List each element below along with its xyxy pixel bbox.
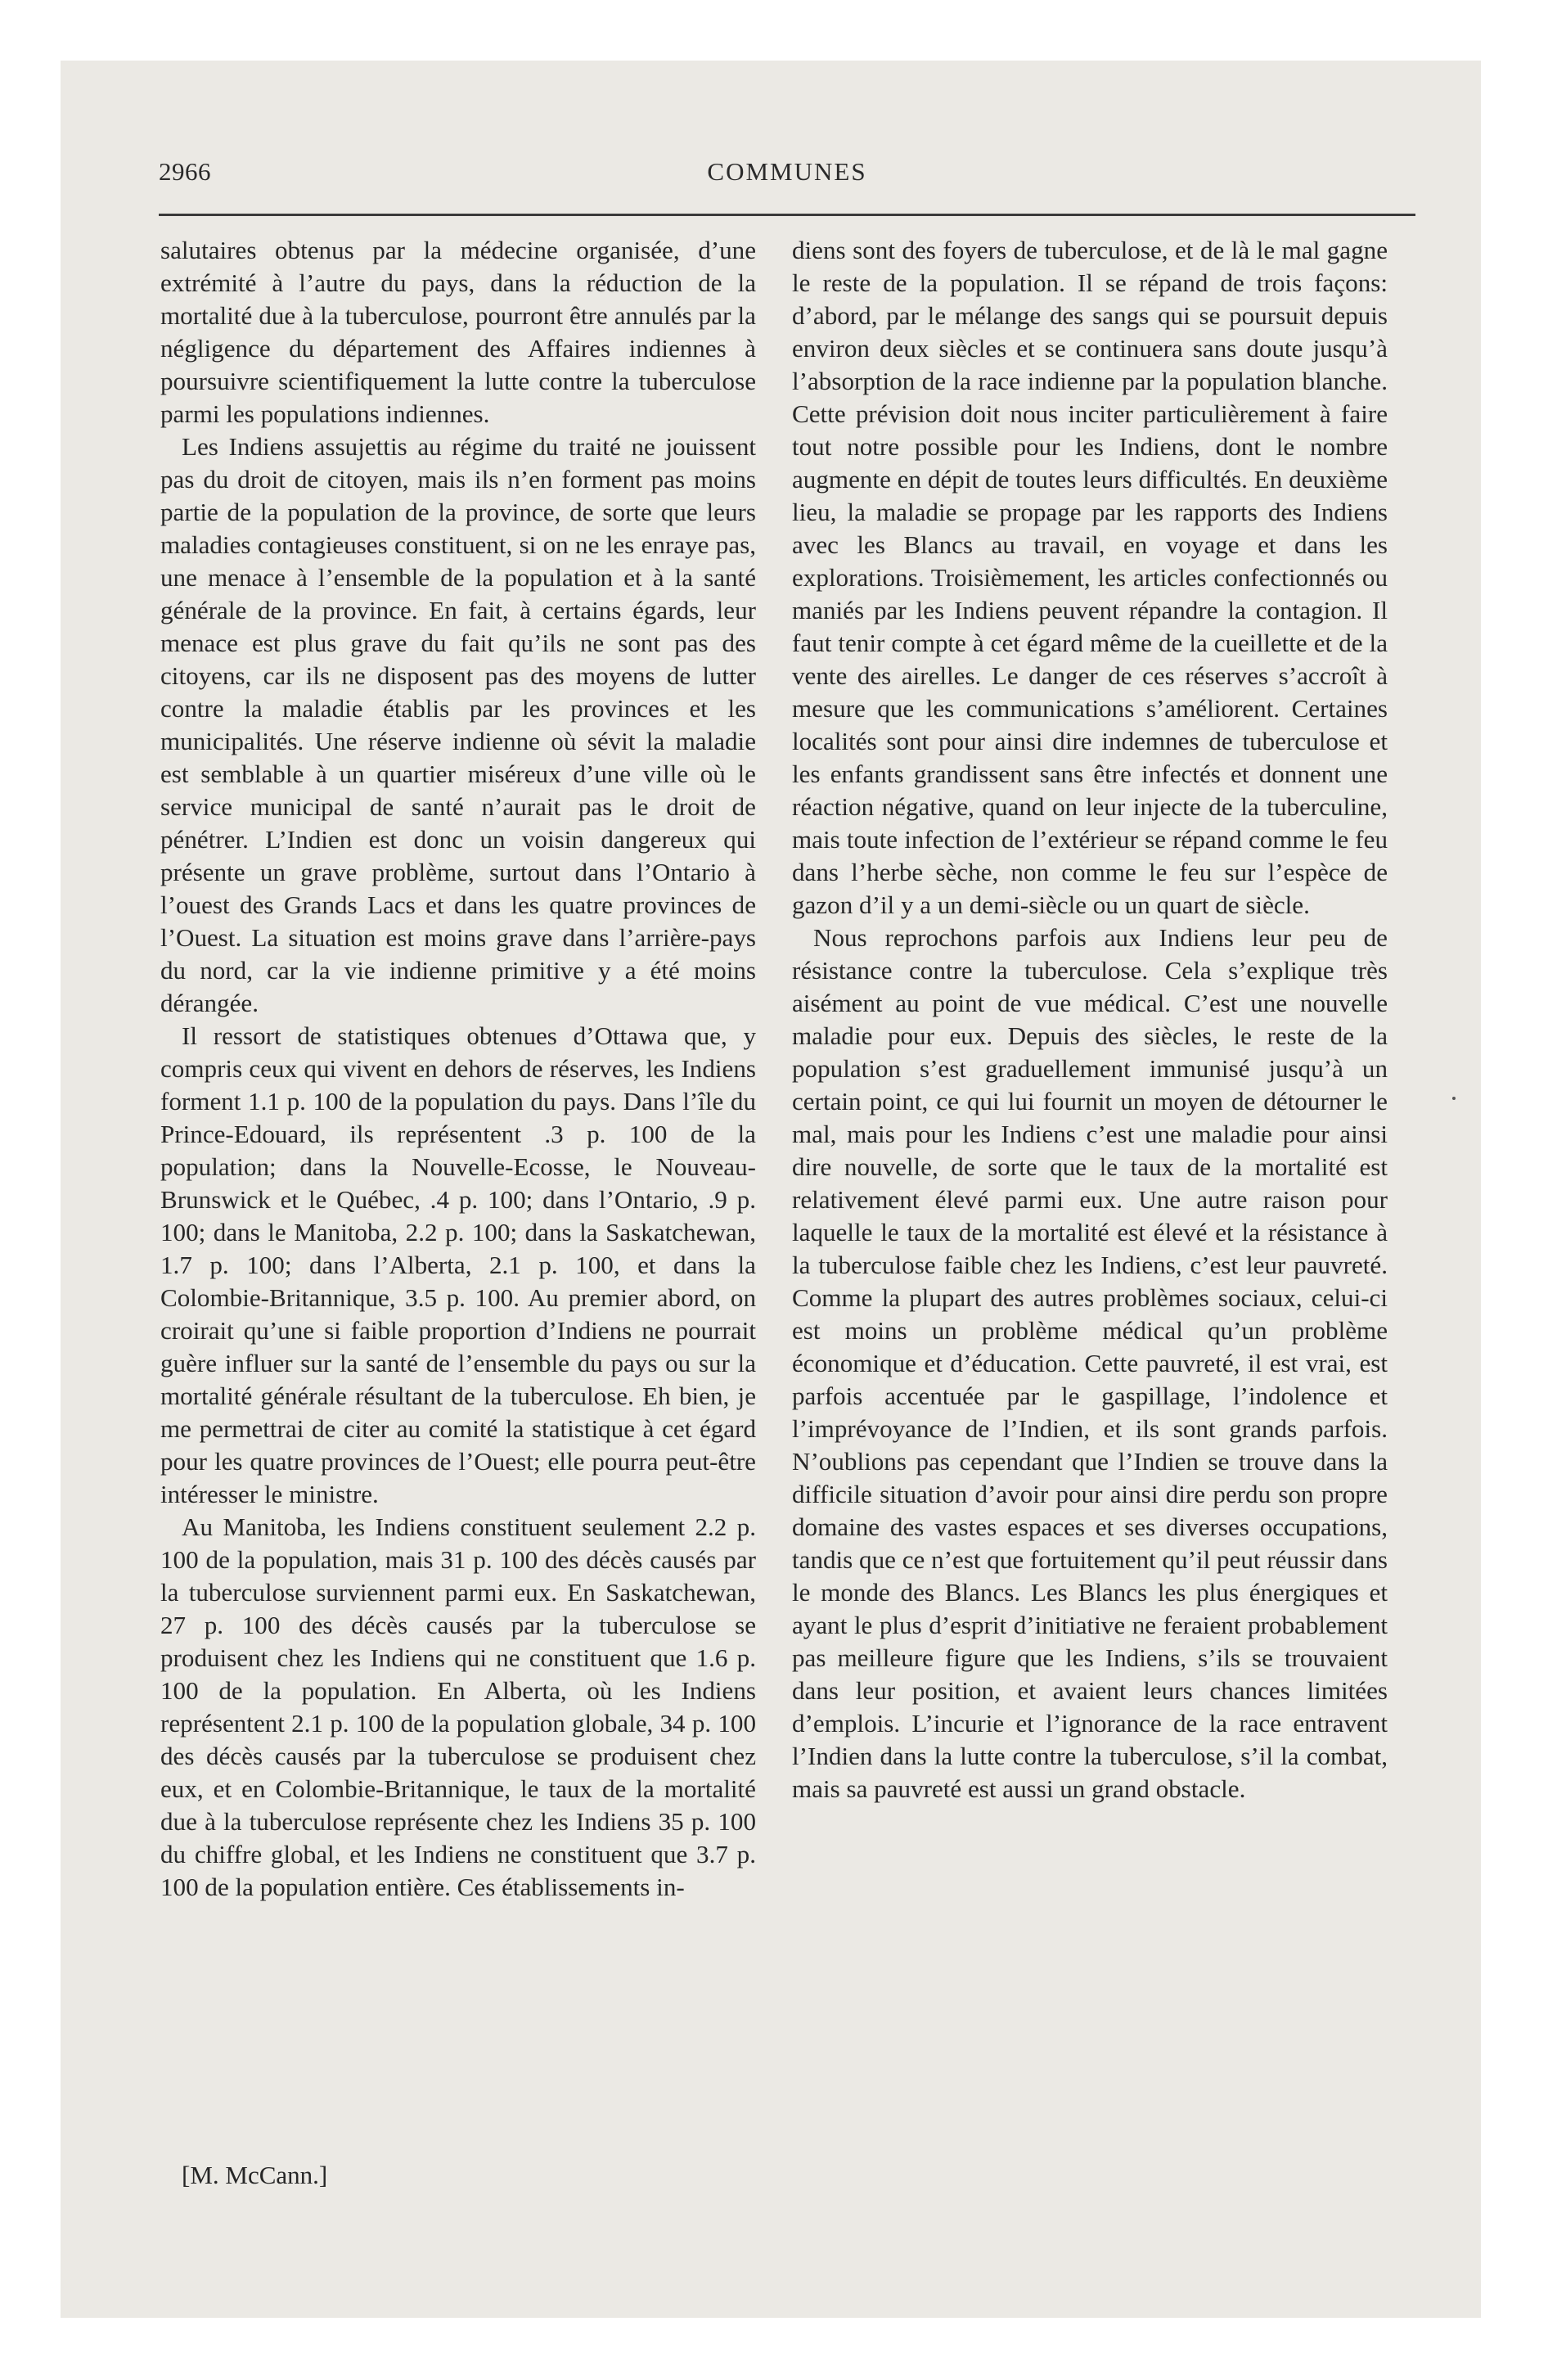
paragraph: Les Indiens assujettis au régime du traité ne jouissent pas du droit de citoyen, mais ils n’en forment pas moins partie de la population de la province, de sorte que leurs maladies contagieuses constituent, si on ne les enraye pas, une menace à l’ensemble de la population et à la santé générale de la province. En fait, à certains égards, leur menace est plus grave du fait qu’ils ne sont pas des citoyens, car ils ne disposent pas des moyens de lutter contre la maladie établis par les provinces et les municipalités. Une réserve indienne où sévit la maladie est semblable à un quartier miséreux d’une ville où le service municipal de santé n’aurait pas le droit de pénétrer. L’Indien est donc un voisin dangereux qui présente un grave problème, surtout dans l’Ontario à l’ouest des Grands Lacs et dans les quatre provinces de l’Ouest. La situation est moins grave dans l’arrière-pays du nord, car la vie indienne primitive y a été moins dérangée. [160,432,756,1017]
paragraph: diens sont des foyers de tuberculose, et de là le mal gagne le reste de la population. Il se répand de trois façons: d’abord, par le mélange des sangs qui se poursuit depuis environ deux siècles et se continuera sans doute jusqu’à l’absorption de la race indienne par la population blanche. Cette prévision doit nous inciter particulièrement à faire tout notre possible pour les Indiens, dont le nombre augmente en dépit de toutes leurs difficultés. En deuxième lieu, la maladie se propage par les rapports des Indiens avec les Blancs au travail, en voyage et dans les explorations. Troisièmement, les articles confectionnés ou maniés par les Indiens peuvent répandre la contagion. Il faut tenir compte à cet égard même de la cueillette et de la vente des airelles. Le danger de ces réserves s’accroît à mesure que les communications s’améliorent. Certaines localités sont pour ainsi dire indemnes de tuberculose et les enfants grandissent sans être infectés et donnent une réaction négative, quand on leur injecte de la tuberculine, mais toute infection de l’extérieur se répand comme le feu dans l’herbe sèche, non comme le feu sur l’espèce de gazon d’il y a un demi-siècle ou un quart de siècle. [792,236,1388,919]
header-rule [159,214,1415,216]
paragraph: Nous reprochons parfois aux Indiens leur peu de résistance contre la tuberculose. Cela s’explique très aisément au point de vue médical. C’est une nouvelle maladie pour eux. Depuis des siècles, le reste de la population s’est graduellement immunisé jusqu’à un certain point, ce qui lui fournit un moyen de détourner le mal, mais pour les Indiens c’est une maladie pour ainsi dire nouvelle, de sorte que le taux de la mortalité est relativement élevé parmi eux. Une autre raison pour laquelle le taux de la mortalité est élevé et la résistance à la tuberculose faible chez les Indiens, c’est leur pauvreté. Comme la plupart des autres problèmes sociaux, celui-ci est moins un problème médical qu’un problème économique et d’éducation. Cette pauvreté, il est vrai, est parfois accentuée par le gaspillage, l’indolence et l’imprévoyance de l’Indien, et ils sont grands parfois. N’oublions pas cependant que l’Indien se trouve dans la difficile situation d’avoir pour ainsi dire perdu son propre domaine des vastes espaces et ses diverses occupations, tandis que ce n’est que fortuitement qu’il peut réussir dans le monde des Blancs. Les Blancs les plus énergiques et ayant le plus d’esprit d’initiative ne feraient probablement pas meilleure figure que les Indiens, s’ils se trouvaient dans leur position, et avaient leurs chances limitées d’emplois. L’incurie et l’ignorance de la race entravent l’Indien dans la lutte contre la tuberculose, s’il la combat, mais sa pauvreté est aussi un grand obstacle. [792,923,1388,1803]
left-column [160,234,756,1904]
paragraph: Au Manitoba, les Indiens constituent seulement 2.2 p. 100 de la population, mais 31 p. 100 des décès causés par la tuberculose surviennent parmi eux. En Saskatchewan, 27 p. 100 des décès causés par la tuberculose se produisent chez les Indiens qui ne constituent que 1.6 p. 100 de la population. En Alberta, où les Indiens représentent 2.1 p. 100 de la population globale, 34 p. 100 des décès causés par la tuberculose se produisent chez eux, et en Colombie-Britannique, le taux de la mortalité due à la tuberculose représente chez les Indiens 35 p. 100 du chiffre global, et les Indiens ne constituent que 3.7 p. 100 de la population entière. Ces établissements in- [160,1512,756,1901]
paragraph: salutaires obtenus par la médecine organisée, d’une extrémité à l’autre du pays, dans la réduction de la mortalité due à la tuberculose, pourront être annulés par la négligence du département des Affaires indiennes à poursuivre scientifiquement la lutte contre la tuberculose parmi les populations indiennes. [160,236,756,428]
paragraph: Il ressort de statistiques obtenues d’Ottawa que, y compris ceux qui vivent en dehors de réserves, les Indiens forment 1.1 p. 100 de la population du pays. Dans l’île du Prince-Edouard, ils représentent .3 p. 100 de la population; dans la Nouvelle-Ecosse, le Nouveau-Brunswick et le Québec, .4 p. 100; dans l’Ontario, .9 p. 100; dans le Manitoba, 2.2 p. 100; dans la Saskatchewan, 1.7 p. 100; dans l’Alberta, 2.1 p. 100, et dans la Colombie-Britannique, 3.5 p. 100. Au premier abord, on croirait qu’une si faible proportion d’Indiens ne pourrait guère influer sur la santé de l’ensemble du pays ou sur la mortalité générale résultant de la tuberculose. Eh bien, je me permettrai de citer au comité la statistique à cet égard pour les quatre provinces de l’Ouest; elle pourra peut-être intéresser le ministre. [160,1021,756,1508]
page-number: 2966 [159,157,211,186]
right-column [792,234,1388,1805]
running-title: COMMUNES [707,157,867,186]
speaker-signature: [M. McCann.] [182,2161,328,2189]
page-header [159,157,1415,195]
margin-speck [1452,1097,1456,1100]
